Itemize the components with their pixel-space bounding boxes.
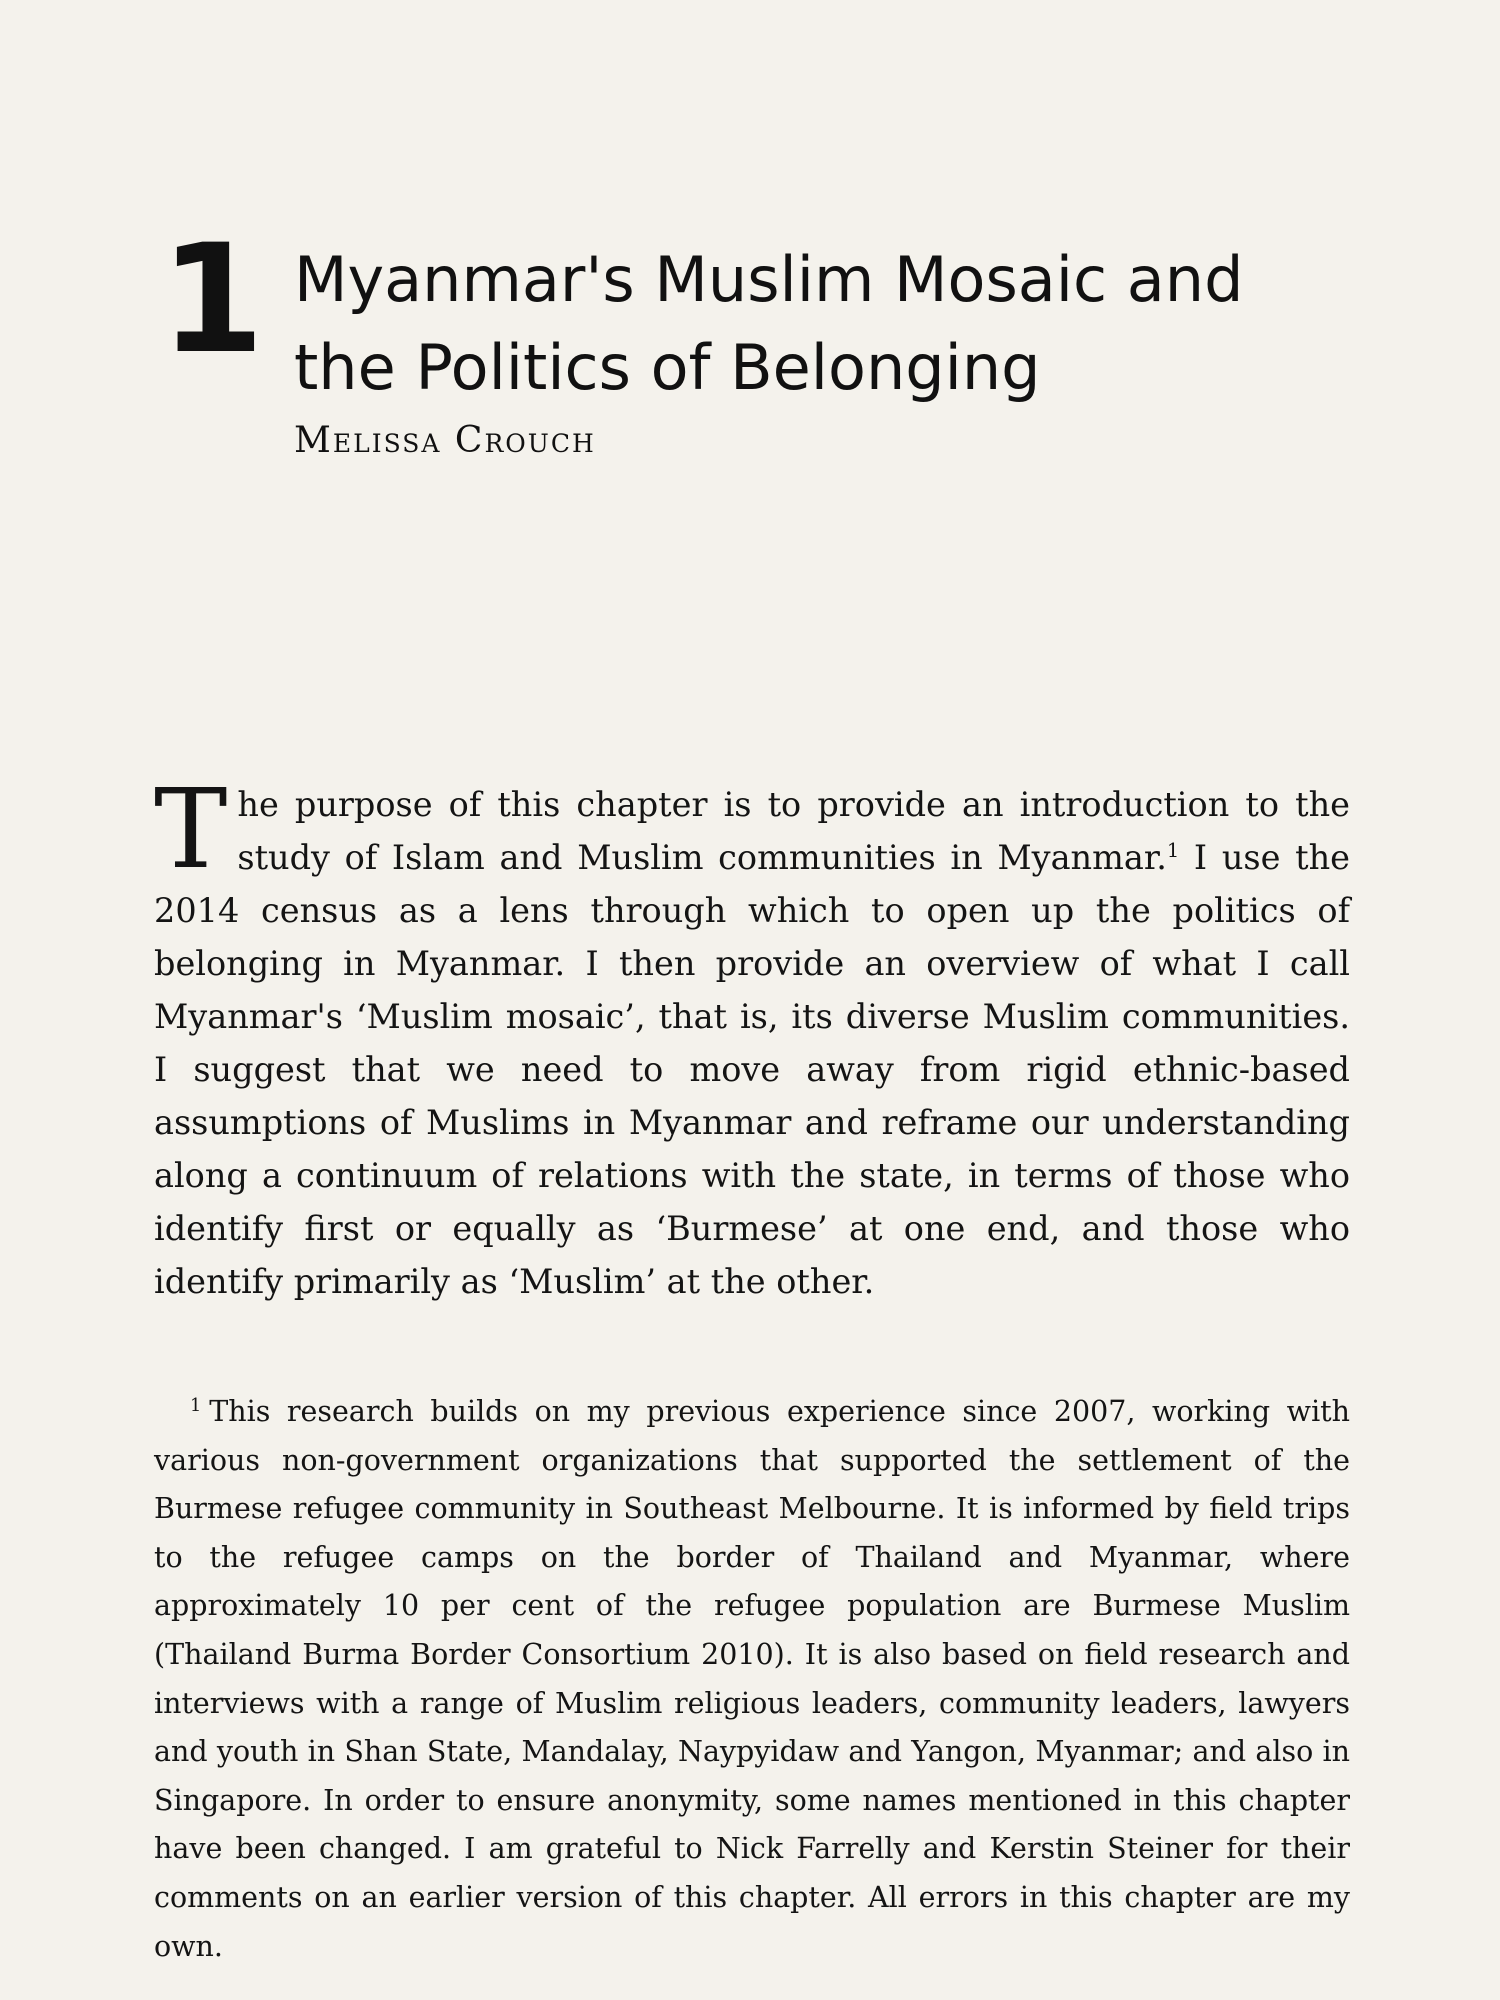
chapter-number: 1 [160, 213, 265, 387]
body-text-intro: he purpose of this chapter is to provide an introduction to the study of Islam and Muslim communities in Myanmar. [237, 785, 1350, 877]
body-paragraph [154, 765, 1350, 1308]
drop-cap: T [154, 765, 228, 893]
chapter-title [294, 236, 1394, 412]
footnote-text: This research builds on my previous experience since 2007, working with various non-government organizations that supported the settlement of the Burmese refugee community in Southeast Melbourne. It is informed by field trips to the refugee camps on the border of Thailand and Myanmar, where approximately 10 per cent of the refugee population are Burmese Muslim (Thailand Burma Border Consortium 2010). It is also based on field research and interviews with a range of Muslim religious leaders, community leaders, lawyers and youth in Shan State, Mandalay, Naypyidaw and Yangon, Myanmar; and also in Singapore. In order to ensure anonymity, some names mentioned in this chapter have been changed. I am grateful to Nick Farrelly and Kerstin Steiner for their comments on an earlier version of this chapter. All errors in this chapter are my own. [154, 1395, 1350, 1963]
chapter-author: Melissa Crouch [294, 420, 596, 461]
footnote [154, 1388, 1350, 1971]
chapter-title-line-2: the Politics of Belonging [294, 331, 1041, 404]
body-text-rest: I use the 2014 census as a lens through which to open up the politics of belonging in Myanmar. I then provide an overview of what I call Myanmar's ‘Muslim mosaic’, that is, its diverse Muslim communities. I suggest that we need to move away from rigid ethnic-based assumptions of Muslims in Myanmar and reframe our understanding along a continuum of relations with the state, in terms of those who identify first or equally as ‘Burmese’ at one end, and those who identify primarily as ‘Muslim’ at the other. [154, 838, 1350, 1301]
footnote-marker: 1 [190, 1395, 202, 1416]
footnote-reference: 1 [1166, 838, 1180, 862]
chapter-title-line-1: Myanmar's Muslim Mosaic and [294, 243, 1244, 316]
